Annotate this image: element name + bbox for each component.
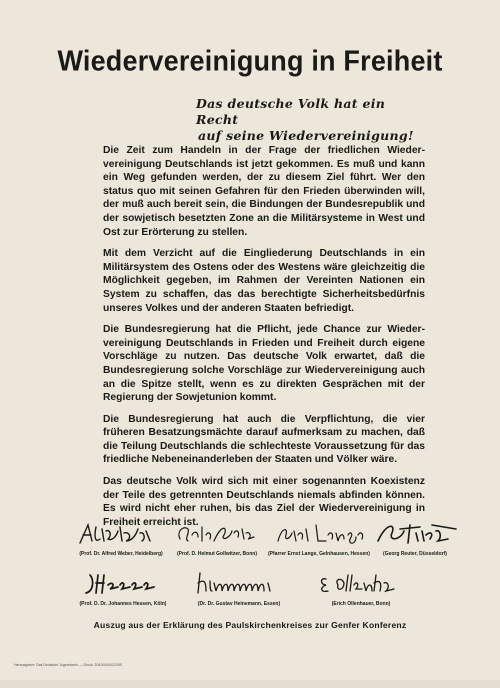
slogan <box>196 96 416 144</box>
signature-caption: (Georg Reuter, Düsseldorf) <box>383 551 447 557</box>
handwritten-signature-icon <box>180 569 298 599</box>
paragraph: Das deutsche Volk wird sich mit einer sogenannten Koexistenz der Teile des getrennten Deutschlands niemals abfinden können. Es wird nicht eher ruhen, bis das Ziel der Wiedervereinigung in Freiheit erreicht ist. <box>103 476 425 528</box>
signature-caption: (Dr. Dr. Gustav Heinemann, Essen) <box>197 601 281 607</box>
poster-title: Wiedervereinigung in Freiheit <box>57 45 443 77</box>
signature-reuter <box>356 519 474 567</box>
signature-caption: (Prof. D. Dr. Johannes Hessen, Köln) <box>79 601 167 607</box>
handwritten-signature-icon <box>302 569 420 599</box>
imprint: Herausgeber: Das Deutsche Jugendwerk — Druck: 2042/0404/2/2/55 <box>14 663 122 667</box>
declaration-text <box>103 144 425 537</box>
paragraph: Die Bundesregierung hat die Pflicht, jede Chance zur Wiedervereinigung Deutschlands in Frieden und Freiheit durch eigene Vorschläge zu nutzen. Das deutsche Volk erwartet, daß die Bundesregierung solche Vorschläge zur Wiedervereinigung auch an die Spitze stellt, wenn es zu direkten Gesprächen mit der Regierung der Sowjetunion kommt. <box>103 324 425 404</box>
signature-ollenhauer <box>302 569 420 617</box>
slogan-line-1: Das deutsche Volk hat ein Recht <box>196 96 386 127</box>
footer-note: Auszug aus der Erklärung des Paulskirchenkreises zur Genfer Konferenz <box>93 620 407 630</box>
signature-hessen <box>64 569 182 617</box>
handwritten-signature-icon <box>64 569 182 599</box>
signature-heinemann <box>180 569 298 617</box>
slogan-line-2: auf seine Wiedervereinigung! <box>198 128 414 143</box>
paragraph: Die Zeit zum Handeln in der Frage der friedlichen Wiedervereinigung Deutschlands ist jetzt gekommen. Es muß und kann ein Weg gefunden werden, der zu diesem Ziel führt. Wer den status quo mit seinen Gefahren für den Frieden überwinden will, der muß auch bereit sein, die Bindungen der Bundesrepublik und der sowjetisch besetzten Zone an die Militärsysteme in West und Ost zur Erörterung zu stellen. <box>103 145 425 238</box>
handwritten-signature-icon <box>356 519 474 549</box>
signature-caption: (Erich Ollenhauer, Bonn) <box>331 601 391 607</box>
signature-gollwitzer <box>158 519 276 567</box>
paragraph: Mit dem Verzicht auf die Eingliederung Deutschlands in ein Militärsystem des Ostens oder des Westens wäre gleichzeitig die Möglichkeit gegeben, im Rahmen der Vereinten Nationen ein System zu schaffen, das das berechtigte Sicherheitsbedürfnis unseres Volkes und der anderen Staaten befriedigt. <box>103 248 425 314</box>
bottom-edge <box>0 680 500 688</box>
signature-caption: (Prof. D. Helmut Gollwitzer, Bonn) <box>177 551 257 557</box>
signature-caption: (Prof. Dr. Alfred Weber, Heidelberg) <box>79 551 163 557</box>
paragraph: Die Bundesregierung hat auch die Verpflichtung, die vier früheren Besatzungsmächte darauf aufmerksam zu machen, daß die Teilung Deutschlands die schlechteste Voraussetzung für das friedliche Nebeneinanderleben der Staaten und Völker wäre. <box>103 413 425 466</box>
handwritten-signature-icon <box>158 519 276 549</box>
signature-caption: (Pfarrer Ernst Lange, Gelnhausen, Hessen) <box>268 551 370 557</box>
